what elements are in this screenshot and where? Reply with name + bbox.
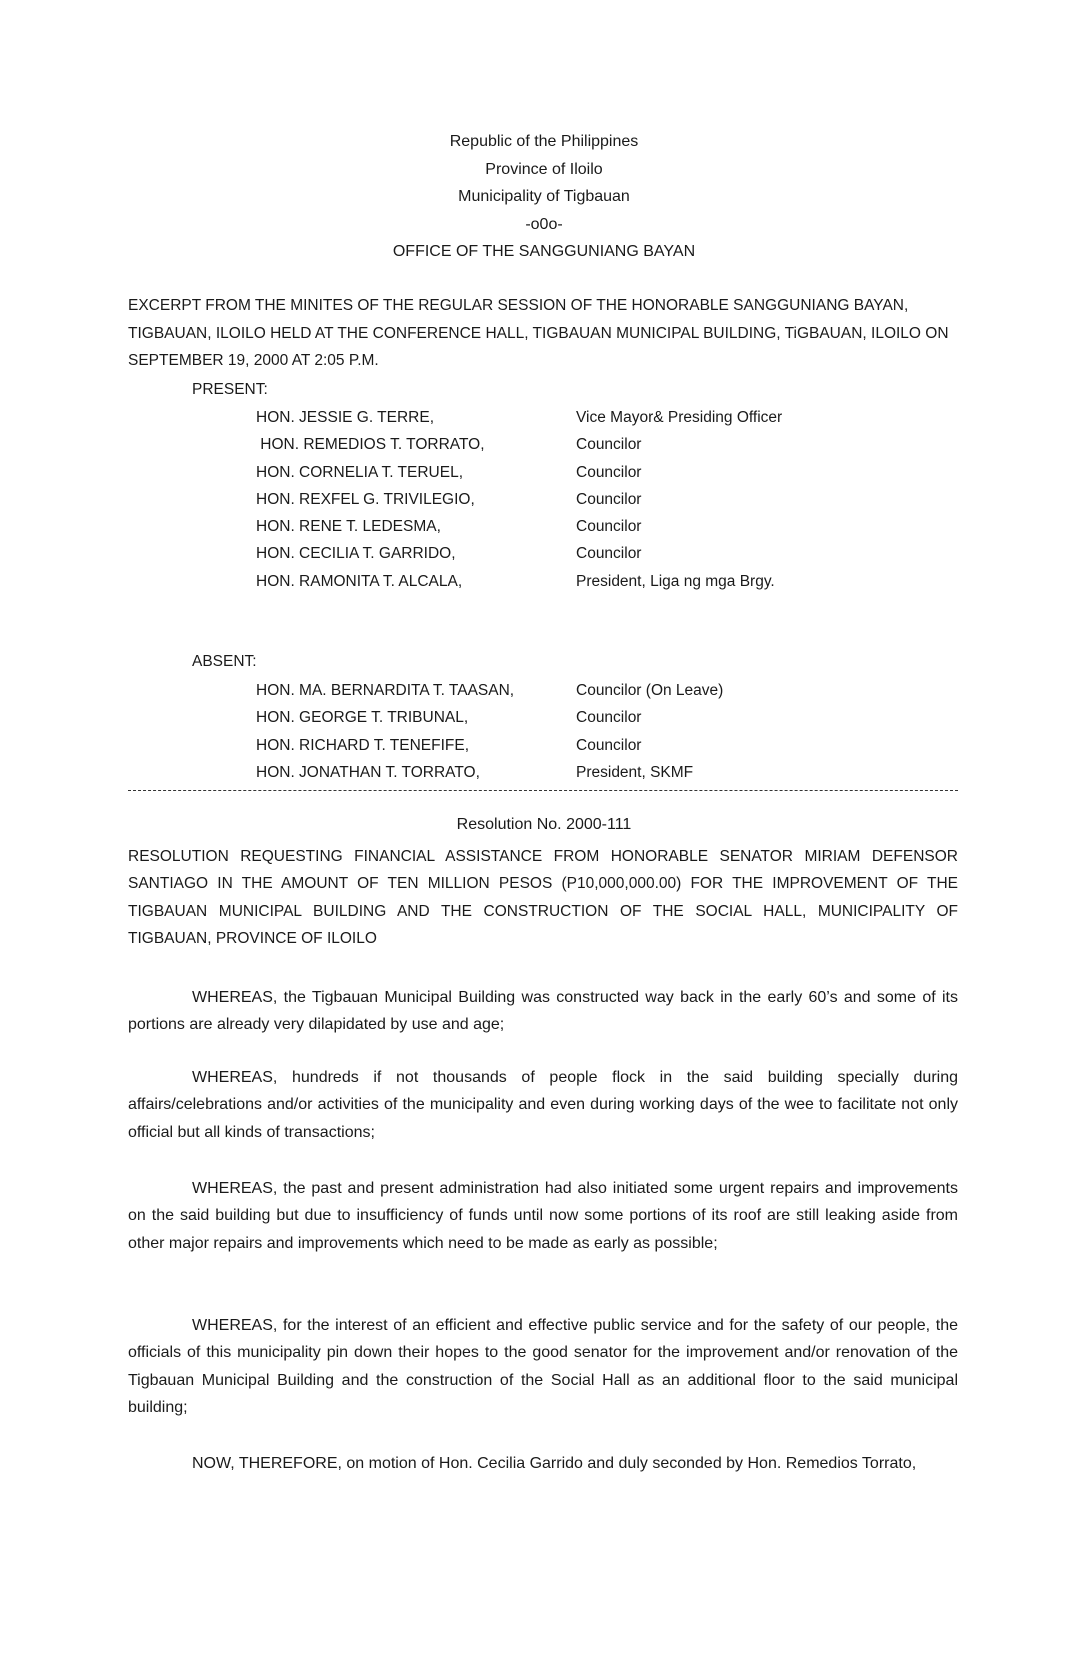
attendee-role: Councilor — [576, 490, 642, 508]
whereas-paragraph-4: WHEREAS, for the interest of an efficient and effective public service and for the safety of our people, the officials of this municipality pin down their hopes to the good senator for the improvement and/or renovation of the Tigbauan Municipal Building and the construction of the Social Hall as an additional floor to the said municipal building; — [128, 1317, 958, 1416]
attendee-name: HON. JESSIE G. TERRE, — [256, 409, 435, 426]
absent-label: ABSENT: — [192, 653, 257, 670]
absentee-name: HON. GEORGE T. TRIBUNAL, — [256, 709, 469, 727]
attendee-role: Councilor — [576, 463, 642, 481]
absentee-role: Councilor (On Leave) — [576, 682, 724, 699]
session-excerpt: EXCERPT FROM THE MINITES OF THE REGULAR SESSION OF THE HONORABLE SANGGUNIANG BAYAN, TIGBAUAN, ILOILO HELD AT THE CONFERENCE HALL, TIGBAUAN MUNICIPAL BUILDING, TiGBAUAN, ILOILO ON SEPTEMBER 19, 2000 AT 2:05 P.M. — [128, 297, 949, 369]
resolution-number: Resolution No. 2000-111 — [456, 816, 632, 833]
absentee-row — [256, 732, 956, 759]
attendee-row — [256, 568, 956, 595]
absentee-role: Councilor — [576, 736, 642, 754]
attendee-role: Councilor — [576, 545, 642, 563]
attendee-row — [256, 459, 956, 486]
attendee-name: HON. CORNELIA T. TERUEL, — [256, 463, 464, 481]
now-therefore-paragraph: NOW, THEREFORE, on motion of Hon. Cecilia Garrido and duly seconded by Hon. Remedios Torrato, — [192, 1455, 917, 1472]
absentee-row — [256, 677, 956, 704]
header-office: OFFICE OF THE SANGGUNIANG BAYAN — [392, 243, 696, 260]
attendee-name: HON. RAMONITA T. ALCALA, — [256, 572, 463, 590]
attendee-role: President, Liga ng mga Brgy. — [576, 572, 775, 590]
attendee-row — [256, 431, 956, 458]
dashed-divider — [128, 790, 958, 791]
document-header — [0, 128, 1088, 266]
absentee-row — [256, 704, 956, 731]
header-municipality: Municipality of Tigbauan — [458, 188, 630, 205]
attendee-name: HON. CECILIA T. GARRIDO, — [256, 545, 456, 563]
whereas-paragraph-2: WHEREAS, hundreds if not thousands of people flock in the said building specially during affairs/celebrations and/or activities of the municipality and even during working days of the wee to facilitate not only official but all kinds of transactions; — [128, 1069, 958, 1141]
absentee-role: President, SKMF — [576, 763, 694, 781]
attendee-name: HON. RENE T. LEDESMA, — [256, 518, 441, 536]
absentee-name: HON. MA. BERNARDITA T. TAASAN, — [256, 682, 515, 699]
attendee-role: Councilor — [576, 518, 642, 536]
header-republic: Republic of the Philippines — [449, 133, 639, 150]
attendee-role: Vice Mayor& Presiding Officer — [576, 409, 783, 426]
header-separator: -o0o- — [525, 215, 563, 233]
present-list — [256, 404, 956, 595]
attendee-row — [256, 486, 956, 513]
absentee-name: HON. JONATHAN T. TORRATO, — [256, 763, 480, 781]
attendee-row — [256, 513, 956, 540]
attendee-name: HON. REMEDIOS T. TORRATO, — [256, 436, 485, 454]
absentee-role: Councilor — [576, 709, 642, 727]
present-label: PRESENT: — [192, 381, 268, 398]
whereas-paragraph-3: WHEREAS, the past and present administration had also initiated some urgent repairs and improvements on the said building but due to insufficiency of funds until now some portions of its roof are still leaking aside from other major repairs and improvements which need to be made as early as possible; — [128, 1180, 958, 1252]
absentee-row — [256, 759, 956, 786]
resolution-title: RESOLUTION REQUESTING FINANCIAL ASSISTANCE FROM HONORABLE SENATOR MIRIAM DEFENSOR SANTIAGO IN THE AMOUNT OF TEN MILLION PESOS (P10,000,000.00) FOR THE IMPROVEMENT OF THE TIGBAUAN MUNICIPAL BUILDING AND THE CONSTRUCTION OF THE SOCIAL HALL, MUNICIPALITY OF TIGBAUAN, PROVINCE OF ILOILO — [128, 848, 958, 947]
whereas-paragraph-1: WHEREAS, the Tigbauan Municipal Building was constructed way back in the early 60’s and some of its portions are already very dilapidated by use and age; — [128, 989, 958, 1034]
attendee-row — [256, 540, 956, 567]
attendee-role: Councilor — [576, 436, 642, 454]
header-province: Province of Iloilo — [485, 160, 603, 178]
attendee-name: HON. REXFEL G. TRIVILEGIO, — [256, 490, 475, 508]
attendee-row — [256, 404, 956, 431]
absent-list — [256, 677, 956, 786]
absentee-name: HON. RICHARD T. TENEFIFE, — [256, 736, 470, 754]
